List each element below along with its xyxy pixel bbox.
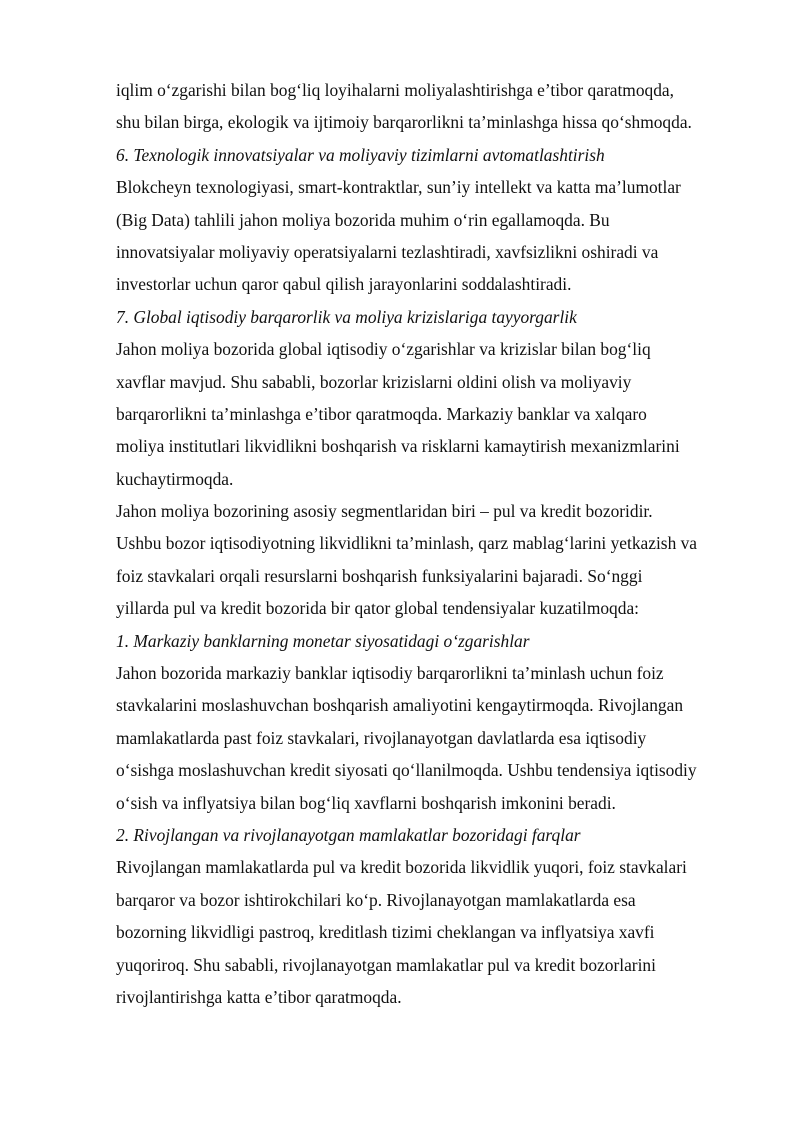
text-line: Blokcheyn texnologiyasi, smart-kontraktlar, sun’iy intellekt va katta ma’lumotlar xyxy=(116,177,681,198)
text-line: stavkalarini moslashuvchan boshqarish amaliyotini kengaytirmoqda. Rivojlangan xyxy=(116,695,684,716)
text-line: foiz stavkalari orqali resurslarni boshqarish funksiyalarini bajaradi. So‘nggi xyxy=(116,565,643,586)
text-line: yillarda pul va kredit bozorida bir qator global tendensiyalar kuzatilmoqda: xyxy=(116,598,640,619)
text-line: barqarorlikni ta’minlashga e’tibor qaratmoqda. Markaziy banklar va xalqaro xyxy=(116,403,647,424)
section-heading: 7. Global iqtisodiy barqarorlik va moliya krizislariga tayyorgarlik xyxy=(116,306,577,327)
text-line: o‘sish va inflyatsiya bilan bog‘liq xavflarni boshqarish imkonini beradi. xyxy=(116,792,616,813)
text-line: bozorning likvidligi pastroq, kreditlash tizimi cheklangan va inflyatsiya xavfi xyxy=(116,922,655,943)
text-line: kuchaytirmoqda. xyxy=(116,468,234,489)
text-line: barqaror va bozor ishtirokchilari ko‘p. Rivojlanayotgan mamlakatlarda esa xyxy=(116,889,636,910)
text-line: mamlakatlarda past foiz stavkalari, rivojlanayotgan davlatlarda esa iqtisodiy xyxy=(116,727,647,748)
section-heading: 2. Rivojlangan va rivojlanayotgan mamlakatlar bozoridagi farqlar xyxy=(116,824,581,845)
text-line: innovatsiyalar moliyaviy operatsiyalarni tezlashtiradi, xavfsizlikni oshiradi va xyxy=(116,241,659,262)
text-line: Rivojlangan mamlakatlarda pul va kredit bozorida likvidlik yuqori, foiz stavkalari xyxy=(116,857,687,878)
document-body xyxy=(116,74,752,1013)
text-line: shu bilan birga, ekologik va ijtimoiy barqarorlikni ta’minlashga hissa qo‘shmoqda. xyxy=(116,112,692,133)
text-line: moliya institutlari likvidlikni boshqarish va risklarni kamaytirish mexanizmlarini xyxy=(116,436,680,457)
text-line: xavflar mavjud. Shu sababli, bozorlar krizislarni oldini olish va moliyaviy xyxy=(116,371,632,392)
text-line: (Big Data) tahlili jahon moliya bozorida muhim o‘rin egallamoqda. Bu xyxy=(116,209,610,230)
text-line: yuqoriroq. Shu sababli, rivojlanayotgan mamlakatlar pul va kredit bozorlarini xyxy=(116,954,656,975)
section-heading: 6. Texnologik innovatsiyalar va moliyaviy tizimlarni avtomatlashtirish xyxy=(116,144,605,165)
text-line: Jahon moliya bozorining asosiy segmentlaridan biri – pul va kredit bozoridir. xyxy=(116,501,653,522)
text-line: investorlar uchun qaror qabul qilish jarayonlarini soddalashtiradi. xyxy=(116,274,572,295)
text-line: Ushbu bozor iqtisodiyotning likvidlikni ta’minlash, qarz mablag‘larini yetkazish va xyxy=(116,533,698,554)
text-line: Jahon moliya bozorida global iqtisodiy o‘zgarishlar va krizislar bilan bog‘liq xyxy=(116,339,651,360)
text-line: iqlim o‘zgarishi bilan bog‘liq loyihalarni moliyalashtirishga e’tibor qaratmoqda, xyxy=(116,80,674,100)
text-line: rivojlantirishga katta e’tibor qaratmoqda. xyxy=(116,986,402,1007)
section-heading: 1. Markaziy banklarning monetar siyosatidagi o‘zgarishlar xyxy=(116,630,530,651)
text-line: o‘sishga moslashuvchan kredit siyosati qo‘llanilmoqda. Ushbu tendensiya iqtisodiy xyxy=(116,760,697,781)
text-line: Jahon bozorida markaziy banklar iqtisodiy barqarorlikni ta’minlash uchun foiz xyxy=(116,663,664,684)
